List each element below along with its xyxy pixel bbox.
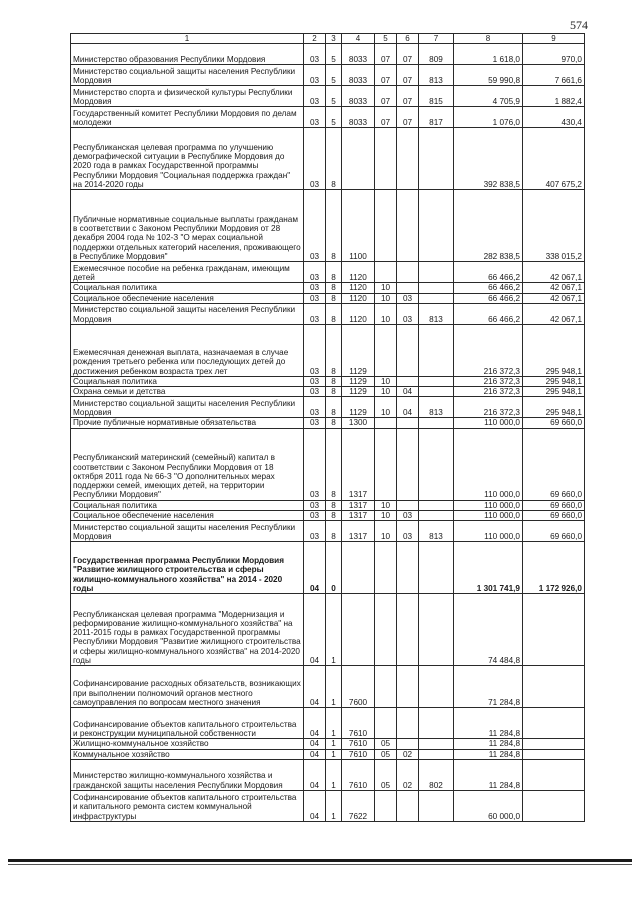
code-cell-3: 1 <box>326 739 342 749</box>
code-cell-6: 07 <box>397 44 419 65</box>
code-cell-4: 8033 <box>342 44 375 65</box>
amount-cell-8: 11 284,8 <box>454 759 523 790</box>
row-name-cell: Социальная политика <box>71 283 304 293</box>
code-cell-2: 04 <box>304 542 326 594</box>
code-cell-3: 1 <box>326 594 342 666</box>
code-cell-4: 1120 <box>342 293 375 303</box>
amount-cell-8: 66 466,2 <box>454 283 523 293</box>
amount-cell-9: 42 067,1 <box>523 293 585 303</box>
amount-cell-9: 430,4 <box>523 107 585 128</box>
code-cell-7: 815 <box>419 86 454 107</box>
amount-cell-9: 338 015,2 <box>523 190 585 262</box>
code-cell-6: 04 <box>397 387 419 397</box>
code-cell-3: 8 <box>326 397 342 418</box>
code-cell-3: 8 <box>326 428 342 500</box>
code-cell-4: 1300 <box>342 418 375 428</box>
amount-cell-8: 110 000,0 <box>454 418 523 428</box>
code-cell-4: 1317 <box>342 428 375 500</box>
amount-cell-9 <box>523 708 585 739</box>
table-row <box>71 324 585 376</box>
amount-cell-9: 1 172 926,0 <box>523 542 585 594</box>
code-cell-2: 04 <box>304 790 326 821</box>
code-cell-4: 1129 <box>342 387 375 397</box>
code-cell-7 <box>419 749 454 759</box>
amount-cell-8: 110 000,0 <box>454 521 523 542</box>
code-cell-3: 5 <box>326 65 342 86</box>
row-name-cell: Государственная программа Республики Мордовия "Развитие жилищного строительства и сферы жилищно-коммунального хозяйства" на 2014 - 2020 годы <box>71 542 304 594</box>
code-cell-7 <box>419 324 454 376</box>
code-cell-7: 817 <box>419 107 454 128</box>
code-cell-7 <box>419 293 454 303</box>
code-cell-5 <box>375 428 397 500</box>
amount-cell-9: 69 660,0 <box>523 500 585 510</box>
code-cell-3: 8 <box>326 324 342 376</box>
code-cell-4: 1129 <box>342 324 375 376</box>
table-row <box>71 376 585 386</box>
code-cell-5 <box>375 418 397 428</box>
row-name-cell: Государственный комитет Республики Мордовия по делам молодежи <box>71 107 304 128</box>
column-header: 5 <box>375 34 397 44</box>
code-cell-7 <box>419 128 454 190</box>
row-name-cell: Республиканская целевая программа по улучшению демографической ситуации в Республике Мордовия до 2020 года в рамках Государственной программы Республики Мордовия "Социальная поддержка граждан" на 2014-2020 годы <box>71 128 304 190</box>
row-name-cell: Социальная политика <box>71 376 304 386</box>
amount-cell-9: 295 948,1 <box>523 387 585 397</box>
code-cell-2: 03 <box>304 397 326 418</box>
amount-cell-8: 110 000,0 <box>454 428 523 500</box>
code-cell-4: 7622 <box>342 790 375 821</box>
code-cell-2: 03 <box>304 44 326 65</box>
code-cell-2: 04 <box>304 594 326 666</box>
code-cell-5 <box>375 708 397 739</box>
amount-cell-9 <box>523 739 585 749</box>
code-cell-6 <box>397 418 419 428</box>
table-row <box>71 749 585 759</box>
code-cell-2: 03 <box>304 303 326 324</box>
code-cell-7 <box>419 594 454 666</box>
code-cell-6 <box>397 708 419 739</box>
amount-cell-8: 216 372,3 <box>454 324 523 376</box>
code-cell-4: 1129 <box>342 376 375 386</box>
amount-cell-9: 295 948,1 <box>523 324 585 376</box>
code-cell-5: 10 <box>375 521 397 542</box>
amount-cell-8: 11 284,8 <box>454 739 523 749</box>
row-name-cell: Ежемесячная денежная выплата, назначаемая в случае рождения третьего ребенка или последующих детей до достижения ребенком возраста трех лет <box>71 324 304 376</box>
code-cell-2: 03 <box>304 190 326 262</box>
row-name-cell: Социальное обеспечение населения <box>71 511 304 521</box>
row-name-cell: Софинансирование объектов капитального строительства и капитального ремонта систем коммунальной инфраструктуры <box>71 790 304 821</box>
row-name-cell: Министерство образования Республики Мордовия <box>71 44 304 65</box>
column-header: 2 <box>304 34 326 44</box>
code-cell-4: 8033 <box>342 65 375 86</box>
code-cell-4: 8033 <box>342 86 375 107</box>
column-header: 6 <box>397 34 419 44</box>
code-cell-6: 03 <box>397 511 419 521</box>
amount-cell-9: 295 948,1 <box>523 397 585 418</box>
table-row <box>71 739 585 749</box>
code-cell-2: 03 <box>304 65 326 86</box>
amount-cell-8: 66 466,2 <box>454 262 523 283</box>
amount-cell-8: 60 000,0 <box>454 790 523 821</box>
code-cell-3: 5 <box>326 107 342 128</box>
code-cell-3: 1 <box>326 790 342 821</box>
code-cell-5: 10 <box>375 511 397 521</box>
row-name-cell: Министерство жилищно-коммунального хозяйства и гражданской защиты населения Республики Мордовия <box>71 759 304 790</box>
code-cell-5: 05 <box>375 749 397 759</box>
row-name-cell: Софинансирование объектов капитального строительства и реконструкции муниципальной собственности <box>71 708 304 739</box>
code-cell-2: 03 <box>304 428 326 500</box>
code-cell-5: 10 <box>375 500 397 510</box>
code-cell-2: 04 <box>304 708 326 739</box>
code-cell-5: 10 <box>375 293 397 303</box>
code-cell-7 <box>419 428 454 500</box>
code-cell-2: 03 <box>304 376 326 386</box>
code-cell-6 <box>397 790 419 821</box>
code-cell-4: 1317 <box>342 511 375 521</box>
amount-cell-9: 407 675,2 <box>523 128 585 190</box>
amount-cell-8: 392 838,5 <box>454 128 523 190</box>
column-header: 9 <box>523 34 585 44</box>
amount-cell-9: 42 067,1 <box>523 262 585 283</box>
table-row <box>71 283 585 293</box>
code-cell-3: 8 <box>326 521 342 542</box>
code-cell-5 <box>375 190 397 262</box>
table-row <box>71 428 585 500</box>
code-cell-7: 813 <box>419 65 454 86</box>
code-cell-7 <box>419 500 454 510</box>
code-cell-6 <box>397 376 419 386</box>
code-cell-5: 10 <box>375 387 397 397</box>
code-cell-7 <box>419 418 454 428</box>
code-cell-5 <box>375 594 397 666</box>
amount-cell-8: 11 284,8 <box>454 749 523 759</box>
amount-cell-9 <box>523 759 585 790</box>
code-cell-2: 04 <box>304 739 326 749</box>
code-cell-5 <box>375 262 397 283</box>
amount-cell-8: 216 372,3 <box>454 387 523 397</box>
amount-cell-8: 71 284,8 <box>454 666 523 708</box>
row-name-cell: Жилищно-коммунальное хозяйство <box>71 739 304 749</box>
row-name-cell: Ежемесячное пособие на ребенка гражданам, имеющим детей <box>71 262 304 283</box>
code-cell-2: 03 <box>304 324 326 376</box>
row-name-cell: Софинансирование расходных обязательств, возникающих при выполнении полномочий органов местного самоуправления по вопросам местного значения <box>71 666 304 708</box>
code-cell-4: 1129 <box>342 397 375 418</box>
code-cell-6 <box>397 262 419 283</box>
code-cell-7 <box>419 262 454 283</box>
amount-cell-8: 74 484,8 <box>454 594 523 666</box>
code-cell-2: 03 <box>304 128 326 190</box>
code-cell-2: 03 <box>304 293 326 303</box>
code-cell-7: 813 <box>419 521 454 542</box>
column-header: 3 <box>326 34 342 44</box>
code-cell-4: 1120 <box>342 283 375 293</box>
amount-cell-8: 66 466,2 <box>454 293 523 303</box>
code-cell-4: 7600 <box>342 666 375 708</box>
code-cell-3: 5 <box>326 44 342 65</box>
code-cell-7: 813 <box>419 397 454 418</box>
row-name-cell: Министерство спорта и физической культуры Республики Мордовия <box>71 86 304 107</box>
code-cell-3: 8 <box>326 500 342 510</box>
code-cell-2: 03 <box>304 283 326 293</box>
row-name-cell: Социальная политика <box>71 500 304 510</box>
column-header: 4 <box>342 34 375 44</box>
code-cell-6: 07 <box>397 86 419 107</box>
row-name-cell: Публичные нормативные социальные выплаты гражданам в соответствии с Законом Республики Мордовия от 28 декабря 2004 года № 102-З "О мерах социальной поддержки отдельных категорий населения, проживающего в Республике Мордовия" <box>71 190 304 262</box>
code-cell-6: 07 <box>397 107 419 128</box>
code-cell-6 <box>397 739 419 749</box>
code-cell-4: 1317 <box>342 500 375 510</box>
amount-cell-9 <box>523 749 585 759</box>
code-cell-6 <box>397 666 419 708</box>
table-row <box>71 759 585 790</box>
page-number: 574 <box>570 18 588 32</box>
code-cell-6 <box>397 500 419 510</box>
code-cell-2: 03 <box>304 521 326 542</box>
table-header-row <box>71 34 585 44</box>
code-cell-5: 05 <box>375 739 397 749</box>
table-row <box>71 44 585 65</box>
amount-cell-8: 1 076,0 <box>454 107 523 128</box>
amount-cell-8: 4 705,9 <box>454 86 523 107</box>
table-row <box>71 387 585 397</box>
bottom-rule <box>8 859 632 862</box>
code-cell-2: 04 <box>304 666 326 708</box>
code-cell-6: 02 <box>397 759 419 790</box>
code-cell-7 <box>419 387 454 397</box>
amount-cell-9: 69 660,0 <box>523 418 585 428</box>
column-header: 1 <box>71 34 304 44</box>
code-cell-6: 03 <box>397 303 419 324</box>
code-cell-7 <box>419 739 454 749</box>
code-cell-5: 07 <box>375 107 397 128</box>
code-cell-7 <box>419 190 454 262</box>
row-name-cell: Министерство социальной защиты населения Республики Мордовия <box>71 521 304 542</box>
code-cell-5 <box>375 128 397 190</box>
row-name-cell: Республиканский материнский (семейный) капитал в соответствии с Законом Республики Мордовия от 18 октября 2011 года № 66-З "О дополнительных мерах поддержки семей, имеющих детей, на территории Республики Мордовия" <box>71 428 304 500</box>
code-cell-2: 03 <box>304 107 326 128</box>
code-cell-2: 03 <box>304 500 326 510</box>
table-row <box>71 521 585 542</box>
amount-cell-8: 66 466,2 <box>454 303 523 324</box>
code-cell-2: 03 <box>304 86 326 107</box>
code-cell-6: 07 <box>397 65 419 86</box>
code-cell-3: 8 <box>326 418 342 428</box>
code-cell-7 <box>419 708 454 739</box>
table-row <box>71 594 585 666</box>
code-cell-3: 8 <box>326 293 342 303</box>
bottom-rule-thin <box>8 864 632 865</box>
amount-cell-9: 1 882,4 <box>523 86 585 107</box>
code-cell-3: 1 <box>326 759 342 790</box>
code-cell-6 <box>397 428 419 500</box>
code-cell-6 <box>397 190 419 262</box>
code-cell-7 <box>419 790 454 821</box>
code-cell-5: 10 <box>375 303 397 324</box>
code-cell-4: 7610 <box>342 708 375 739</box>
code-cell-6 <box>397 324 419 376</box>
code-cell-6 <box>397 594 419 666</box>
code-cell-7: 802 <box>419 759 454 790</box>
amount-cell-8: 282 838,5 <box>454 190 523 262</box>
code-cell-5: 07 <box>375 65 397 86</box>
amount-cell-9: 295 948,1 <box>523 376 585 386</box>
amount-cell-8: 1 618,0 <box>454 44 523 65</box>
row-name-cell: Коммунальное хозяйство <box>71 749 304 759</box>
row-name-cell: Республиканская целевая программа "Модернизация и реформирование жилищно-коммунального хозяйства" на 2011-2015 годы в рамках Государственной программы Республики Мордовия "Развитие жилищного строительства и сферы жилищно-коммунального хозяйства" на 2014-2020 годы <box>71 594 304 666</box>
code-cell-2: 03 <box>304 418 326 428</box>
code-cell-2: 03 <box>304 262 326 283</box>
table-row <box>71 262 585 283</box>
code-cell-2: 03 <box>304 511 326 521</box>
code-cell-5 <box>375 324 397 376</box>
code-cell-4: 7610 <box>342 759 375 790</box>
code-cell-5 <box>375 790 397 821</box>
table-row <box>71 511 585 521</box>
code-cell-6: 03 <box>397 521 419 542</box>
column-header: 8 <box>454 34 523 44</box>
row-name-cell: Прочие публичные нормативные обязательства <box>71 418 304 428</box>
table-row <box>71 107 585 128</box>
code-cell-3: 8 <box>326 128 342 190</box>
table-row <box>71 128 585 190</box>
code-cell-2: 03 <box>304 387 326 397</box>
table-row <box>71 303 585 324</box>
code-cell-7: 813 <box>419 303 454 324</box>
code-cell-4 <box>342 128 375 190</box>
code-cell-6: 04 <box>397 397 419 418</box>
code-cell-6: 02 <box>397 749 419 759</box>
code-cell-3: 1 <box>326 666 342 708</box>
amount-cell-9: 69 660,0 <box>523 428 585 500</box>
code-cell-3: 8 <box>326 190 342 262</box>
table-row <box>71 542 585 594</box>
code-cell-6 <box>397 542 419 594</box>
code-cell-5: 10 <box>375 376 397 386</box>
code-cell-7 <box>419 376 454 386</box>
row-name-cell: Министерство социальной защиты населения Республики Мордовия <box>71 65 304 86</box>
row-name-cell: Министерство социальной защиты населения Республики Мордовия <box>71 397 304 418</box>
amount-cell-9: 42 067,1 <box>523 283 585 293</box>
budget-table <box>70 33 585 822</box>
code-cell-7 <box>419 511 454 521</box>
amount-cell-8: 1 301 741,9 <box>454 542 523 594</box>
amount-cell-8: 11 284,8 <box>454 708 523 739</box>
amount-cell-8: 110 000,0 <box>454 511 523 521</box>
code-cell-3: 8 <box>326 262 342 283</box>
code-cell-3: 5 <box>326 86 342 107</box>
code-cell-4: 7610 <box>342 749 375 759</box>
amount-cell-9: 970,0 <box>523 44 585 65</box>
code-cell-3: 8 <box>326 511 342 521</box>
code-cell-3: 8 <box>326 387 342 397</box>
code-cell-3: 8 <box>326 376 342 386</box>
amount-cell-8: 59 990,8 <box>454 65 523 86</box>
column-header: 7 <box>419 34 454 44</box>
table-row <box>71 790 585 821</box>
code-cell-3: 8 <box>326 283 342 293</box>
code-cell-3: 0 <box>326 542 342 594</box>
code-cell-5 <box>375 542 397 594</box>
code-cell-6 <box>397 128 419 190</box>
amount-cell-9 <box>523 790 585 821</box>
amount-cell-8: 216 372,3 <box>454 376 523 386</box>
table-row <box>71 293 585 303</box>
row-name-cell: Министерство социальной защиты населения Республики Мордовия <box>71 303 304 324</box>
row-name-cell: Охрана семьи и детства <box>71 387 304 397</box>
code-cell-7 <box>419 283 454 293</box>
code-cell-5: 05 <box>375 759 397 790</box>
row-name-cell: Социальное обеспечение населения <box>71 293 304 303</box>
code-cell-3: 8 <box>326 303 342 324</box>
code-cell-5: 10 <box>375 283 397 293</box>
table-row <box>71 708 585 739</box>
code-cell-2: 04 <box>304 759 326 790</box>
code-cell-5: 07 <box>375 44 397 65</box>
amount-cell-9: 7 661,6 <box>523 65 585 86</box>
table-row <box>71 86 585 107</box>
table-row <box>71 190 585 262</box>
code-cell-4: 8033 <box>342 107 375 128</box>
code-cell-5: 10 <box>375 397 397 418</box>
amount-cell-9: 69 660,0 <box>523 511 585 521</box>
code-cell-2: 04 <box>304 749 326 759</box>
code-cell-4: 1317 <box>342 521 375 542</box>
code-cell-6: 03 <box>397 293 419 303</box>
table-row <box>71 666 585 708</box>
code-cell-7 <box>419 542 454 594</box>
code-cell-4 <box>342 594 375 666</box>
amount-cell-9 <box>523 594 585 666</box>
code-cell-6 <box>397 283 419 293</box>
code-cell-4: 1120 <box>342 262 375 283</box>
amount-cell-9: 69 660,0 <box>523 521 585 542</box>
amount-cell-8: 216 372,3 <box>454 397 523 418</box>
code-cell-3: 1 <box>326 749 342 759</box>
code-cell-5: 07 <box>375 86 397 107</box>
code-cell-3: 1 <box>326 708 342 739</box>
amount-cell-8: 110 000,0 <box>454 500 523 510</box>
code-cell-4: 1120 <box>342 303 375 324</box>
code-cell-7 <box>419 666 454 708</box>
amount-cell-9 <box>523 666 585 708</box>
table-row <box>71 65 585 86</box>
code-cell-4: 7610 <box>342 739 375 749</box>
table-row <box>71 397 585 418</box>
code-cell-4 <box>342 542 375 594</box>
code-cell-7: 809 <box>419 44 454 65</box>
code-cell-5 <box>375 666 397 708</box>
table-row <box>71 418 585 428</box>
table-row <box>71 500 585 510</box>
code-cell-4: 1100 <box>342 190 375 262</box>
amount-cell-9: 42 067,1 <box>523 303 585 324</box>
